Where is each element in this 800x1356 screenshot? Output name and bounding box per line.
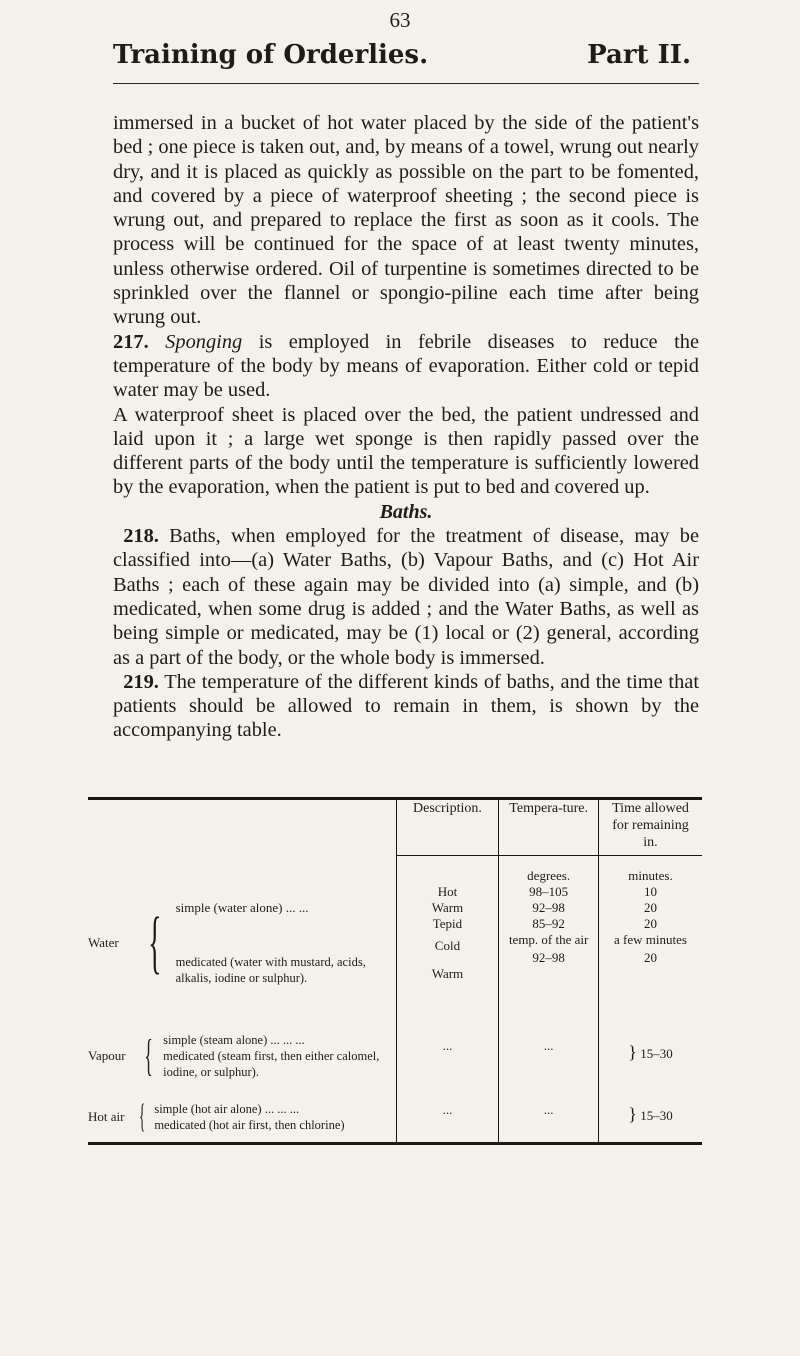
desc-cell: Cold (434, 938, 461, 953)
paragraph-number: 218. (123, 525, 159, 548)
vapour-brace: { (144, 1030, 153, 1080)
paragraph-217-b: A waterproof sheet is placed over the bed, the patient undressed and laid upon it ; a large wet sponge is then rapidly passed over the different parts of the body until the temperature is sufficiently lowered by the evaporation, when the patient is put to bed and covered up. (113, 403, 699, 499)
time-cell: a few minutes (614, 932, 687, 947)
header-rule (113, 83, 699, 84)
water-medicated: medicated (water with mustard, acids, alkalis, iodine or sulphur). (175, 954, 366, 985)
water-times (599, 856, 703, 1018)
hot-air-time: } 15–30 (599, 1088, 703, 1142)
term-sponging: Sponging (165, 330, 243, 353)
vapour-label: Vapour (88, 1047, 126, 1063)
hot-air-label: Hot air (88, 1108, 125, 1124)
hot-air-category (88, 1088, 396, 1142)
time-cell: 20 (644, 916, 657, 931)
water-descriptions (396, 856, 499, 1018)
paragraph-text: The temperature of the different kinds of baths, and the time that patients should be allowed to remain in them, is shown by the accompanying table. (113, 670, 699, 742)
vapour-desc: ... (396, 1018, 499, 1088)
baths-table (88, 797, 702, 1145)
vapour-medicated: medicated (steam first, then either calomel, iodine, or sulphur). (163, 1048, 380, 1079)
desc-cell: Tepid (432, 916, 463, 931)
water-temperatures (499, 856, 599, 1018)
hot-air-desc: ... (396, 1088, 499, 1142)
table-bottom-rule (88, 1142, 702, 1145)
temp-cell: 98–105 (529, 884, 569, 899)
temp-unit: degrees. (527, 868, 571, 883)
table-row (88, 856, 702, 1018)
vapour-simple: simple (steam alone) ... ... ... (163, 1032, 305, 1047)
header-time: Time allowed for remaining in. (599, 800, 703, 855)
hot-air-brace: { (138, 1097, 146, 1135)
hot-air-temp: ... (499, 1088, 599, 1142)
desc-cell: Warm (431, 966, 464, 981)
time-cell: 10 (644, 884, 657, 899)
paragraph-text: Baths, when employed for the treatment of disease, may be classified into—(a) Water Baths, (b) Vapour Baths, and (c) Hot Air Baths ; each of these again may be divided into (a) simple, and (b) medicated, when some drug is added ; and the Water Baths, as well as being simple or medicated, may be (1) local or (2) general, according as a part of the body, or the whole body is immersed. (113, 525, 699, 669)
paragraph-217 (113, 330, 699, 403)
table-row (88, 1088, 702, 1142)
body-text (113, 111, 699, 743)
hot-air-medicated: medicated (hot air first, then chlorine) (154, 1117, 345, 1132)
vapour-temp: ... (499, 1018, 599, 1088)
paragraph-number: 219. (123, 670, 159, 693)
water-category (88, 856, 396, 1018)
temp-cell: 92–98 (532, 950, 565, 965)
water-brace: { (148, 903, 162, 981)
paragraph-text: is employed in febrile diseases to reduce the temperature of the body by means of evaporation. Either cold or tepid water may be used. (113, 330, 699, 402)
table-row (88, 1018, 702, 1088)
desc-cell: Warm (431, 900, 464, 915)
water-simple: simple (water alone) ... ... (175, 899, 309, 915)
vapour-time: } 15–30 (599, 1018, 703, 1088)
paragraph-continued: immersed in a bucket of hot water placed by the side of the patient's bed ; one piece is taken out, and, by means of a towel, wrung out nearly dry, and it is placed as quickly as possible on the part to be fomented, and covered by a piece of waterproof sheeting ; the second piece is wrung out, and prepared to replace the first as soon as it cools. The process will be continued for the space of at least twenty minutes, unless otherwise ordered. Oil of turpentine is sometimes directed to be sprinkled over the flannel or spongio-piline each time after being wrung out. (113, 112, 699, 329)
paragraph-219 (113, 670, 699, 743)
page-number: 63 (389, 8, 411, 32)
table-header-row (88, 800, 702, 855)
temp-cell: temp. of the air (508, 932, 589, 947)
temp-cell: 92–98 (532, 900, 565, 915)
paragraph-218 (113, 524, 699, 670)
time-cell: 15–30 (640, 1107, 673, 1123)
time-cell: 20 (644, 900, 657, 915)
header-temperature: Tempera-ture. (499, 800, 599, 855)
time-unit: minutes. (628, 868, 673, 883)
hot-air-simple: simple (hot air alone) ... ... ... (154, 1101, 300, 1116)
running-head-title: Training of Orderlies. (113, 40, 429, 70)
desc-cell: Hot (437, 884, 458, 899)
running-head (113, 40, 691, 70)
paragraph-number: 217. (113, 330, 149, 353)
time-cell: 15–30 (640, 1045, 673, 1061)
section-heading: Baths. (379, 500, 433, 523)
vapour-category (88, 1018, 396, 1088)
temp-cell: 85–92 (532, 916, 565, 931)
time-cell: 20 (644, 950, 657, 965)
running-head-part: Part II. (587, 40, 691, 70)
water-label: Water (88, 934, 119, 950)
header-description: Description. (396, 800, 499, 855)
